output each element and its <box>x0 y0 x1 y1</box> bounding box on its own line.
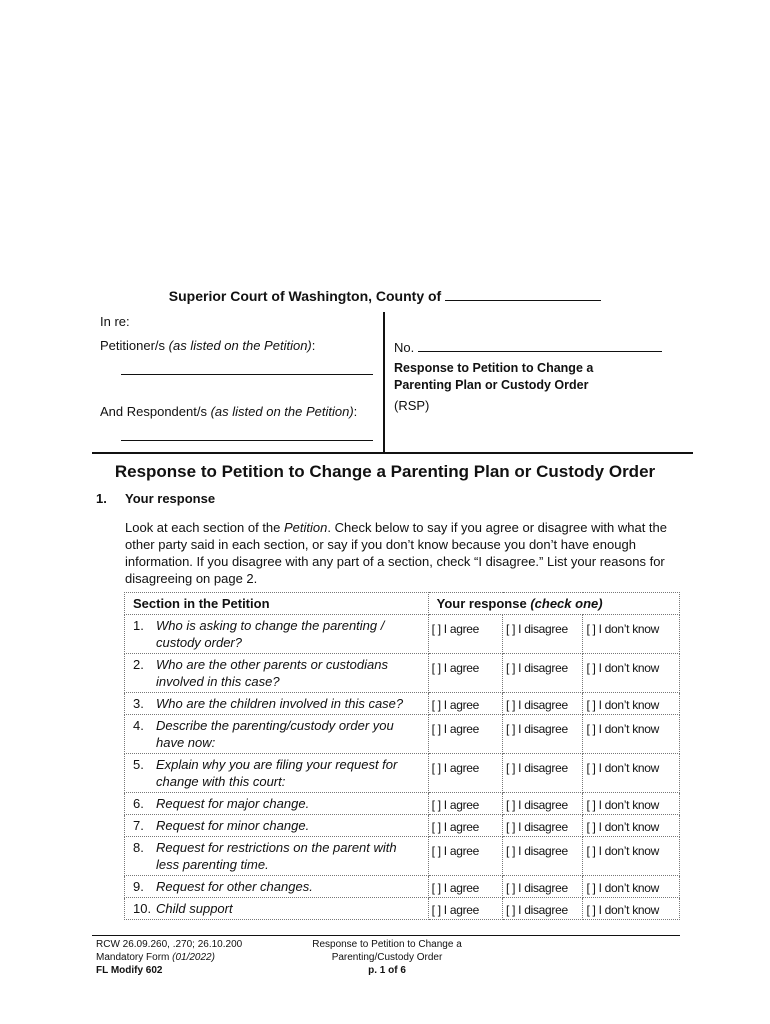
dont-know-checkbox[interactable]: [ ] I don’t know <box>583 693 680 715</box>
respondent-text: And Respondent/s <box>100 404 207 419</box>
footer-mandatory <box>96 951 242 964</box>
dont-know-checkbox[interactable]: [ ] I don’t know <box>583 754 680 793</box>
disagree-checkbox[interactable]: [ ] I disagree <box>503 615 583 654</box>
table-row <box>125 837 680 876</box>
question-number: 5. <box>133 757 144 772</box>
section-question <box>125 837 429 876</box>
dont-know-checkbox[interactable]: [ ] I don’t know <box>583 615 680 654</box>
document-code: (RSP) <box>394 398 430 413</box>
table-row <box>125 793 680 815</box>
footer-page-number: p. 1 of 6 <box>368 965 406 976</box>
table-body <box>125 615 680 920</box>
page-title: Response to Petition to Change a Parenting Plan or Custody Order <box>114 462 656 481</box>
disagree-checkbox[interactable]: [ ] I disagree <box>503 793 583 815</box>
table-row <box>125 754 680 793</box>
question-number: 1. <box>133 618 144 633</box>
respondent-note: (as listed on the Petition) <box>210 404 354 419</box>
disagree-checkbox[interactable]: [ ] I disagree <box>503 898 583 920</box>
question-text: Request for major change. <box>156 796 310 811</box>
section-question <box>125 615 429 654</box>
footer-left <box>96 938 242 977</box>
section-heading: Your response <box>125 491 216 506</box>
court-title <box>0 288 770 304</box>
footer-rule <box>92 935 680 936</box>
petitioner-note: (as listed on the Petition) <box>168 338 312 353</box>
footer-rcw: RCW 26.09.260, .270; 26.10.200 <box>96 939 243 950</box>
agree-checkbox[interactable]: [ ] I agree <box>428 837 502 876</box>
petitioner-name-line[interactable] <box>121 374 373 375</box>
question-text: Explain why you are filing your request for change with this court: <box>156 757 398 789</box>
question-text: Request for restrictions on the parent with less parenting time. <box>156 840 397 872</box>
col-response-label: Your response <box>436 596 531 611</box>
table-row <box>125 693 680 715</box>
table-row <box>125 815 680 837</box>
court-name: Superior Court of Washington, County of <box>168 288 442 304</box>
instructions-part-1: Look at each section of the <box>125 520 284 535</box>
footer-mandatory-label: Mandatory Form <box>96 952 173 963</box>
dont-know-checkbox[interactable]: [ ] I don’t know <box>583 654 680 693</box>
case-number <box>394 340 662 355</box>
dont-know-checkbox[interactable]: [ ] I don’t know <box>583 898 680 920</box>
disagree-checkbox[interactable]: [ ] I disagree <box>503 715 583 754</box>
dont-know-checkbox[interactable]: [ ] I don’t know <box>583 715 680 754</box>
question-text: Request for minor change. <box>156 818 310 833</box>
caption-parties <box>100 312 380 452</box>
disagree-checkbox[interactable]: [ ] I disagree <box>503 876 583 898</box>
agree-checkbox[interactable]: [ ] I agree <box>428 715 502 754</box>
instructions-part-2: . Check below to say if you agree or disagree with what the other party said in each section, or say if you don’t know because you don’t have enough information. If you disagree with any part of a section, check “I disagree.” List your reasons for disagreeing on page 2. <box>125 520 667 586</box>
case-number-label: No. <box>394 340 415 355</box>
agree-checkbox[interactable]: [ ] I agree <box>428 898 502 920</box>
instructions-petition: Petition <box>284 520 328 535</box>
question-number: 8. <box>133 840 144 855</box>
petitioner-label: Petitioner/s (as listed on the Petition): <box>100 338 316 353</box>
question-text: Describe the parenting/custody order you have now: <box>156 718 394 750</box>
section-question <box>125 754 429 793</box>
question-text: Who are the other parents or custodians involved in this case? <box>156 657 388 689</box>
question-number: 4. <box>133 718 144 733</box>
table-row <box>125 615 680 654</box>
instructions <box>125 519 685 587</box>
table-row <box>125 876 680 898</box>
section-question <box>125 815 429 837</box>
question-number: 3. <box>133 696 144 711</box>
footer-form-id: FL Modify 602 <box>96 965 163 976</box>
disagree-checkbox[interactable]: [ ] I disagree <box>503 654 583 693</box>
response-table <box>124 592 680 920</box>
agree-checkbox[interactable]: [ ] I agree <box>428 815 502 837</box>
col-response-note: (check one) <box>530 596 603 611</box>
footer-title-line-2: Parenting/Custody Order <box>331 952 443 963</box>
section-question <box>125 898 429 920</box>
disagree-checkbox[interactable]: [ ] I disagree <box>503 754 583 793</box>
section-number: 1. <box>96 491 107 506</box>
section-question <box>125 793 429 815</box>
disagree-checkbox[interactable]: [ ] I disagree <box>503 693 583 715</box>
col-section-header: Section in the Petition <box>125 593 429 615</box>
footer-center <box>282 938 492 977</box>
dont-know-checkbox[interactable]: [ ] I don’t know <box>583 837 680 876</box>
section-question <box>125 654 429 693</box>
section-question <box>125 693 429 715</box>
respondent-label: And Respondent/s (as listed on the Petition): <box>100 404 358 419</box>
case-caption <box>92 312 693 454</box>
dont-know-checkbox[interactable]: [ ] I don’t know <box>583 815 680 837</box>
table-row <box>125 654 680 693</box>
question-text: Who are the children involved in this case? <box>156 696 404 711</box>
question-text: Who is asking to change the parenting / custody order? <box>156 618 385 650</box>
table-row <box>125 715 680 754</box>
disagree-checkbox[interactable]: [ ] I disagree <box>503 837 583 876</box>
agree-checkbox[interactable]: [ ] I agree <box>428 654 502 693</box>
question-text: Request for other changes. <box>156 879 313 894</box>
caption-divider <box>383 312 385 454</box>
section-question <box>125 876 429 898</box>
question-number: 7. <box>133 818 144 833</box>
respondent-name-line[interactable] <box>121 440 373 441</box>
caption-document-title: Response to Petition to Change a Parenting Plan or Custody Order <box>394 361 594 392</box>
disagree-checkbox[interactable]: [ ] I disagree <box>503 815 583 837</box>
question-number: 6. <box>133 796 144 811</box>
question-number: 10. <box>133 901 152 916</box>
dont-know-checkbox[interactable]: [ ] I don’t know <box>583 876 680 898</box>
section-question <box>125 715 429 754</box>
agree-checkbox[interactable]: [ ] I agree <box>428 793 502 815</box>
col-response-header <box>428 593 679 615</box>
petitioner-text: Petitioner/s <box>100 338 166 353</box>
table-row <box>125 898 680 920</box>
question-number: 2. <box>133 657 144 672</box>
question-text: Child support <box>156 901 233 916</box>
agree-checkbox[interactable]: [ ] I agree <box>428 615 502 654</box>
case-number-blank[interactable] <box>418 340 662 352</box>
agree-checkbox[interactable]: [ ] I agree <box>428 693 502 715</box>
question-number: 9. <box>133 879 144 894</box>
dont-know-checkbox[interactable]: [ ] I don’t know <box>583 793 680 815</box>
in-re-label: In re: <box>100 314 130 329</box>
footer-mandatory-date: (01/2022) <box>172 952 215 963</box>
footer-title-line-1: Response to Petition to Change a <box>312 939 462 950</box>
table-header-row <box>125 593 680 615</box>
agree-checkbox[interactable]: [ ] I agree <box>428 754 502 793</box>
agree-checkbox[interactable]: [ ] I agree <box>428 876 502 898</box>
county-blank[interactable] <box>445 289 601 301</box>
